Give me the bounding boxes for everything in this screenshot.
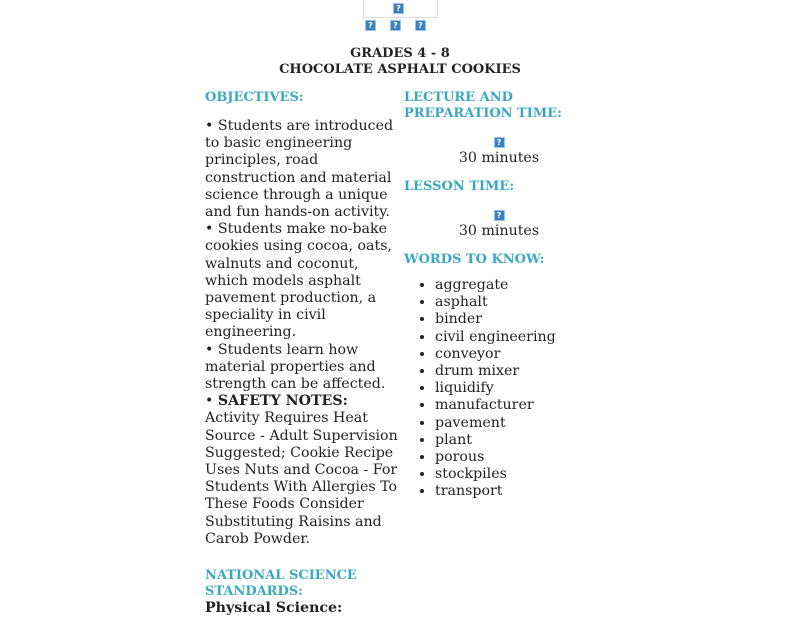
word-item: • plant <box>435 432 604 449</box>
word-item: • civil engineering <box>435 329 604 346</box>
missing-image-icon: ? <box>494 210 505 221</box>
lecture-time: ? 30 minutes <box>458 138 540 166</box>
objective-item: • Students learn how material properties and strength can be affected. <box>205 341 386 393</box>
standards-heading: NATIONAL SCIENCE STANDARDS: <box>205 568 357 600</box>
objectives-heading: OBJECTIVES: <box>205 90 304 105</box>
missing-image-icon: ? <box>365 20 376 31</box>
word-item: • asphalt <box>435 294 604 311</box>
word-item: • binder <box>435 311 604 328</box>
word-item: • liquidify <box>435 380 604 397</box>
standards-sub: Physical Science: <box>205 600 343 617</box>
safety-label: SAFETY NOTES: <box>217 393 348 410</box>
word-item: • porous <box>435 449 604 466</box>
word-item: • transport <box>435 483 604 500</box>
word-item: • manufacturer <box>435 397 604 414</box>
lesson-time: ? 30 minutes <box>458 211 540 239</box>
word-item: • drum mixer <box>435 363 604 380</box>
word-item: • aggregate <box>435 277 604 294</box>
page-title: CHOCOLATE ASPHALT COOKIES <box>279 62 521 77</box>
objective-item: • Students make no-bake cookies using cocoa, oats, walnuts and coconut, which models asphalt pavement production, a speciality in civil engineering. <box>205 221 392 341</box>
safety-notes: • SAFETY NOTES: Activity Requires Heat Source - Adult Supervision Suggested; Cookie Recipe Uses Nuts and Cocoa - For Students With Allergies To These Foods Consider Substituting Raisins and Carob Powder. <box>205 393 398 547</box>
lecture-heading: LECTURE AND PREPARATION TIME: <box>404 90 562 121</box>
word-item: • conveyor <box>435 346 604 363</box>
word-item: • pavement <box>435 415 604 432</box>
words-heading: WORDS TO KNOW: <box>404 252 545 267</box>
words-list <box>404 277 604 501</box>
missing-image-icon: ? <box>390 20 401 31</box>
missing-image-icon: ? <box>494 137 505 148</box>
right-column <box>404 90 604 501</box>
objective-item: • Students are introduced to basic engineering principles, road construction and material science through a unique and fun hands-on activity. <box>205 118 394 221</box>
lesson-heading: LESSON TIME: <box>404 179 515 194</box>
missing-image-icon: ? <box>415 20 426 31</box>
missing-image-icon: ? <box>393 3 404 14</box>
objectives-list <box>205 118 400 548</box>
left-column <box>205 90 400 617</box>
word-item: • stockpiles <box>435 466 604 483</box>
grades-label: GRADES 4 - 8 <box>350 46 450 61</box>
